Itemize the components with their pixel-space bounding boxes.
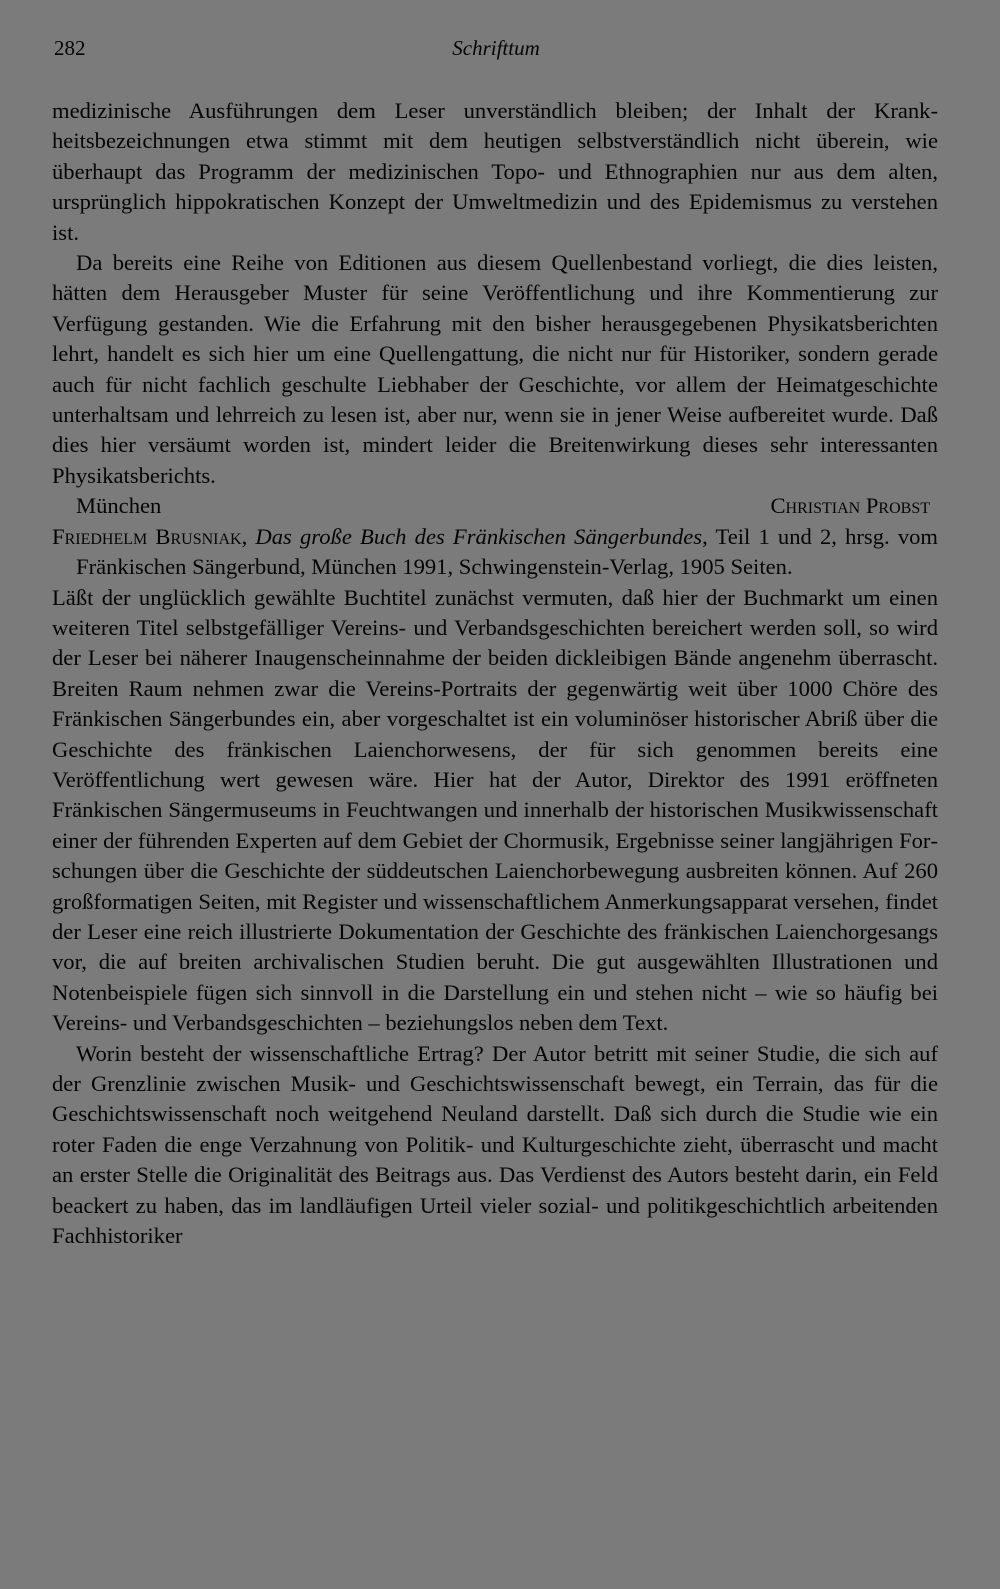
book-author: Friedhelm Brusniak bbox=[52, 523, 242, 549]
running-title: Schrifttum bbox=[452, 36, 540, 60]
paragraph: medizinische Ausführungen dem Leser unverständlich bleiben; der Inhalt der Krankheitsbezeichnungen etwa stimmt mit dem heutigen selbstverständlich nicht überein, wie überhaupt das Programm der medizinischen Topo- und Ethnographien nur aus dem alten, ursprünglich hippokratischen Konzept der Umweltmedizin und des Epidemismus zu verstehen ist. bbox=[52, 98, 938, 245]
reviewer-name: Christian Probst bbox=[770, 493, 930, 519]
review-signature bbox=[52, 491, 938, 521]
book-title: Das große Buch des Fränkischen Sängerbundes bbox=[255, 523, 703, 549]
page-body bbox=[52, 96, 938, 1251]
paragraph: Läßt der unglücklich gewählte Buchtitel zunächst vermuten, daß hier der Buchmarkt um einen weiteren Titel selbstgefälliger Vereins- und Verbandsgeschichten bereichert werden soll, so wird der Leser bei näherer Inaugenscheinnahme der beiden dickleibigen Bände angenehm überrascht. Breiten Raum nehmen zwar die Vereins-Portraits der gegenwärtig weit über 1000 Chöre des Fränkischen Sängerbundes ein, aber vorgeschaltet ist ein voluminöser historischer Abriß über die Geschichte des fränkischen Laienchorwesens, der für sich genommen bereits eine Veröffentlichung wert gewesen wäre. Hier hat der Autor, Direktor des 1991 eröffneten Fränkischen Sängermuseums in Feuchtwangen und innerhalb der historischen Musikwissenschaft einer der führenden Experten auf dem Gebiet der Chormusik, Ergebnisse seiner langjährigen Forschungen über die Geschichte der süddeutschen Laienchorbewegung ausbreiten können. Auf 260 großformatigen Seiten, mit Register und wissenschaftlichem Anmerkungsapparat versehen, findet der Leser eine reich illustrierte Dokumentation der Geschichte des fränkischen Laienchorgesangs vor, die auf breiten archivalischen Studien beruht. Die gut ausgewählten Illustrationen und Notenbeispiele fügen sich sinnvoll in die Darstellung ein und stehen nicht – wie so häufig bei Vereins- und Verbandsgeschichten – beziehungslos neben dem Text. bbox=[52, 584, 938, 1036]
review-continuation bbox=[52, 96, 938, 522]
running-head bbox=[52, 36, 940, 66]
paragraph: Worin besteht der wissenschaftliche Ertrag? Der Autor betritt mit seiner Studie, die sich auf der Grenzlinie zwischen Musik- und Geschichtswissenschaft bewegt, ein Terrain, das für die Geschichtswissenschaft noch weitgehend Neuland darstellt. Daß sich durch die Studie wie ein roter Faden die enge Verzahnung von Politik- und Kulturgeschichte zieht, überrascht und macht an erster Stelle die Originalität des Beitrags aus. Das Verdienst des Autors besteht darin, ein Feld beackert zu haben, das im landläufigen Urteil vieler sozial- und politikgeschichtlich arbeitenden Fachhistoriker bbox=[52, 1040, 938, 1249]
bibliographic-heading: Friedhelm Brusniak, Das große Buch des Fränkischen Sängerbundes, Teil 1 und 2, hrsg. vom Fränkischen Sängerbund, München 1991, Schwingenstein-Verlag, 1905 Seiten. bbox=[52, 523, 939, 580]
review-place: München bbox=[76, 493, 162, 519]
paragraph: Da bereits eine Reihe von Editionen aus diesem Quellenbestand vorliegt, die dies leisten, hätten dem Herausgeber Muster für seine Veröffentlichung und ihre Kommentierung zur Verfügung gestanden. Wie die Erfahrung mit den bisher herausgegebenen Physikatsberichten lehrt, handelt es sich hier um eine Quellengattung, die nicht nur für Historiker, sondern gerade auch für nicht fachlich geschulte Liebhaber der Geschichte, vor allem der Heimatgeschichte unterhaltsam und lehrreich zu lesen ist, aber nur, wenn sie in jener Weise aufbereitet wurde. Daß dies hier versäumt worden ist, mindert leider die Breitenwirkung dieses sehr interessanten Physikatsberichts. bbox=[52, 250, 938, 488]
review-entry bbox=[52, 522, 938, 1252]
book-details: , Teil 1 und 2, hrsg. vom Fränkischen Sängerbund, München 1991, Schwingenstein-Verlag, 1905 Seiten. bbox=[76, 523, 939, 580]
page-number: 282 bbox=[54, 36, 86, 60]
